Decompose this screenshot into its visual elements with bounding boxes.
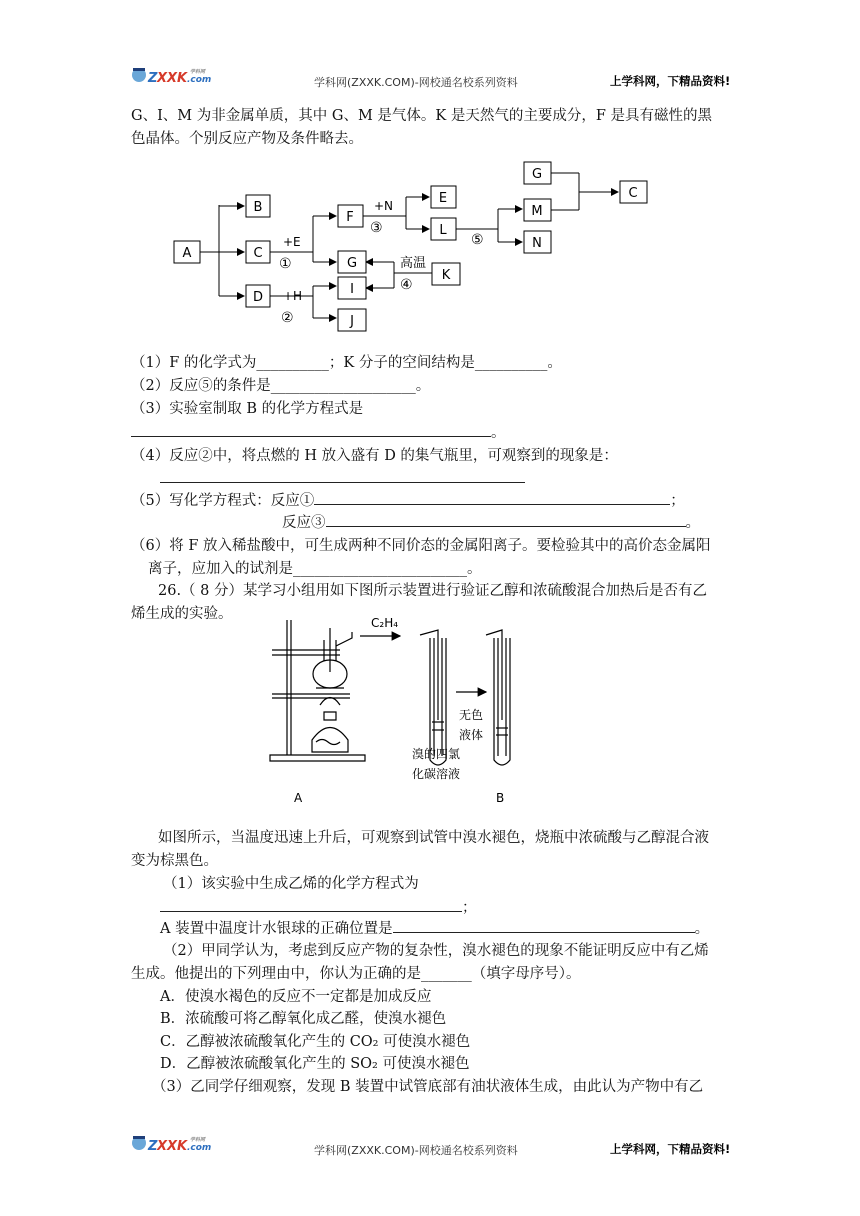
svg-text:Z: Z xyxy=(148,71,158,86)
site-logo xyxy=(130,66,216,92)
apparatus-a-label: A xyxy=(294,791,303,805)
paragraph-line-2: 变为棕黑色。 xyxy=(131,853,218,869)
question-2: （2）反应⑤的条件是____________________。 xyxy=(131,378,431,394)
sub-question-1-answer-line xyxy=(160,896,477,917)
answer-blank xyxy=(314,490,670,505)
apparatus-b-label: B xyxy=(496,791,505,805)
label-reaction-3: ③ xyxy=(370,220,383,236)
header-slogan: 上学科网，下精品资料! xyxy=(610,74,731,88)
logo-graphic xyxy=(130,1134,216,1156)
footer-logo xyxy=(130,1134,216,1160)
sub-question-3: （3）乙同学仔细观察，发现 B 装置中试管底部有油状液体生成，由此认为产物中有乙 xyxy=(152,1079,704,1095)
header-center-text: 学科网(ZXXK.COM)-网校通名校系列资料 xyxy=(314,76,518,89)
label-plus-n: +N xyxy=(374,199,394,213)
node-b-label: B xyxy=(253,200,263,215)
answer-blank xyxy=(160,897,462,912)
sub-question-2-line-2: 生成。他提出的下列理由中，你认为正确的是_______（填字母序号）。 xyxy=(131,966,581,982)
label-reaction-1: ① xyxy=(279,256,292,272)
gas-label: C₂H₄ xyxy=(371,616,399,630)
node-g2-label: G xyxy=(531,167,543,182)
sub-question-1-tail: ； xyxy=(462,900,477,916)
question-4-answer-line xyxy=(160,468,525,487)
paragraph-line-1: 如图所示，当温度迅速上升后，可观察到试管中溴水褪色，烧瓶中浓硫酸与乙醇混合液 xyxy=(158,830,709,846)
node-k-label: K xyxy=(441,268,451,283)
option-d: D．乙醇被浓硫酸氧化产生的 SO₂ 可使溴水褪色 xyxy=(160,1056,470,1072)
sub-question-1: （1）该实验中生成乙烯的化学方程式为 xyxy=(163,876,419,892)
question-1: （1）F 的化学式为__________；K 分子的空间结构是__________。 xyxy=(131,355,562,371)
answer-blank xyxy=(393,918,695,933)
sub-question-1b xyxy=(160,918,709,941)
node-f-label: F xyxy=(346,210,354,225)
label-plus-e: +E xyxy=(283,235,301,249)
question-26-line-1: 26.（ 8 分）某学习小组用如下图所示装置进行验证乙醇和浓硫酸混合加热后是否有乙 xyxy=(158,583,708,599)
answer-blank xyxy=(160,468,525,483)
label-plus-h: +H xyxy=(283,289,303,303)
node-e-label: E xyxy=(438,191,448,206)
intro-line-2: 色晶体。个别反应产物及条件略去。 xyxy=(131,131,363,147)
label-reaction-5: ⑤ xyxy=(471,232,484,248)
svg-text:Z: Z xyxy=(148,1139,158,1154)
liquid-label-1: 无色 xyxy=(459,708,484,722)
reaction-diagram xyxy=(0,150,860,340)
node-a-label: A xyxy=(182,246,192,261)
question-26-line-2: 烯生成的实验。 xyxy=(131,606,233,622)
footer-center-text: 学科网(ZXXK.COM)-网校通名校系列资料 xyxy=(314,1144,518,1157)
answer-blank xyxy=(326,512,686,527)
label-reaction-4: ④ xyxy=(400,277,413,293)
option-b: B．浓硫酸可将乙醇氧化成乙醛，使溴水褪色 xyxy=(160,1011,447,1027)
question-3: （3）实验室制取 B 的化学方程式是 xyxy=(131,401,364,417)
liquid-label-2: 液体 xyxy=(459,728,484,742)
label-reaction-2: ② xyxy=(281,310,294,326)
svg-text:XXK: XXK xyxy=(157,71,188,86)
footer-slogan: 上学科网，下精品资料! xyxy=(610,1142,731,1156)
solution-label-2: 化碳溶液 xyxy=(412,767,461,781)
svg-text:.com: .com xyxy=(187,75,212,85)
question-5-reaction-3: 反应③ xyxy=(282,515,326,531)
apparatus-figure xyxy=(0,610,860,810)
question-5-head: （5）写化学方程式：反应① xyxy=(131,493,315,509)
intro-line-1: G、I、M 为非金属单质，其中 G、M 是气体。K 是天然气的主要成分，F 是具有磁性的黑 xyxy=(131,108,713,124)
sub-question-1b-text: A 装置中温度计水银球的正确位置是 xyxy=(160,921,393,937)
node-c2-label: C xyxy=(628,186,638,201)
question-5-row-2 xyxy=(282,512,700,535)
option-a: A．使溴水褐色的反应不一定都是加成反应 xyxy=(160,989,432,1005)
node-c-label: C xyxy=(253,246,263,261)
node-i-label: I xyxy=(350,282,354,297)
svg-text:XXK: XXK xyxy=(157,1139,188,1154)
node-l-label: L xyxy=(439,223,447,238)
question-5-end-2: 。 xyxy=(685,515,700,531)
question-5-row-1 xyxy=(131,490,685,513)
question-3-tail: 。 xyxy=(491,425,506,441)
svg-text:.com: .com xyxy=(187,1143,212,1153)
svg-text:学科网: 学科网 xyxy=(190,1137,206,1143)
svg-text:学科网: 学科网 xyxy=(190,69,206,75)
question-6-line-1: （6）将 F 放入稀盐酸中，可生成两种不同价态的金属阳离子。要检验其中的高价态金属阳 xyxy=(131,538,711,554)
sub-question-1b-tail: 。 xyxy=(694,921,710,937)
question-5-end-1: ； xyxy=(670,493,685,509)
question-3-answer-line xyxy=(131,421,506,442)
question-6-line-2: 离子，应加入的试剂是________________________。 xyxy=(148,561,482,577)
node-n-label: N xyxy=(532,236,542,251)
sub-question-2-line-1: （2）甲同学认为，考虑到反应产物的复杂性，溴水褪色的现象不能证明反应中有乙烯 xyxy=(163,943,709,959)
solution-label-1: 溴的四氯 xyxy=(412,747,461,761)
node-m-label: M xyxy=(531,204,543,219)
logo-graphic xyxy=(130,66,216,88)
node-g-label: G xyxy=(346,256,358,271)
question-4: （4）反应②中，将点燃的 H 放入盛有 D 的集气瓶里，可观察到的现象是： xyxy=(131,448,618,464)
node-j-label: J xyxy=(350,314,354,329)
answer-blank xyxy=(131,422,491,437)
node-d-label: D xyxy=(252,290,264,305)
label-high-temp: 高温 xyxy=(400,256,427,271)
option-c: C．乙醇被浓硫酸氧化产生的 CO₂ 可使溴水褪色 xyxy=(160,1034,471,1050)
